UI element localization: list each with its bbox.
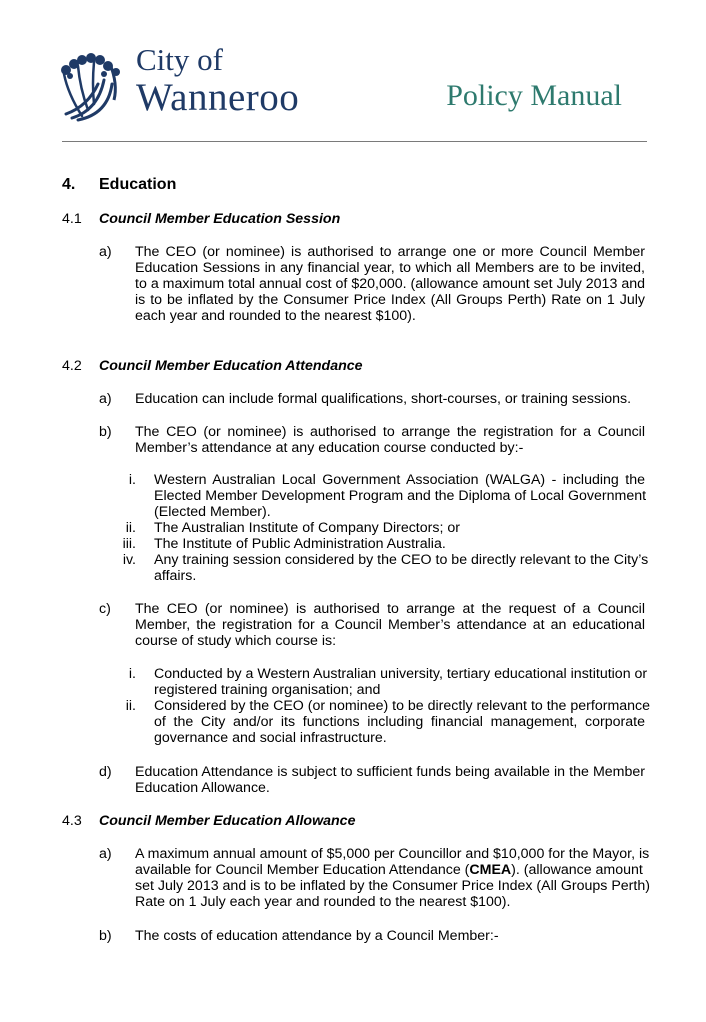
header-divider	[62, 141, 647, 142]
subitem-line: Western Australian Local Government Association (WALGA) - including the	[154, 472, 645, 488]
item-label: d)	[99, 764, 112, 780]
subitem-line: The Australian Institute of Company Directors; or	[154, 520, 460, 536]
subsection-4-2-number: 4.2	[62, 358, 82, 374]
subitem-line: Any training session considered by the CEO to be directly relevant to the City’s	[154, 552, 649, 568]
subsection-4-1-number: 4.1	[62, 211, 82, 227]
paragraph-line: Member’s attendance at any education course conducted by:-	[135, 440, 524, 456]
subitem-line: registered training organisation; and	[154, 682, 381, 698]
item-label: b)	[99, 424, 112, 440]
subitem-line: of the City and/or its functions including financial management, corporate	[154, 714, 645, 730]
item-label: a)	[99, 244, 112, 260]
subitem-line: Considered by the CEO (or nominee) to be directly relevant to the performance	[154, 698, 651, 714]
page-header	[0, 0, 706, 145]
paragraph-line: is to be inflated by the Consumer Price Index (All Groups Perth) Rate on 1 July	[135, 292, 645, 308]
subsection-4-3-title: Council Member Education Allowance	[99, 813, 356, 829]
paragraph-line: each year and rounded to the nearest $100).	[135, 308, 416, 324]
paragraph-line-cmea	[135, 862, 645, 878]
logo-city-of: City of	[136, 42, 223, 77]
item-label: b)	[99, 928, 112, 944]
section-number: 4.	[62, 176, 76, 193]
subitem-line: governance and social infrastructure.	[154, 730, 387, 746]
item-label: a)	[99, 391, 112, 407]
section-title: Education	[99, 176, 177, 193]
logo-wanneroo: Wanneroo	[136, 76, 300, 119]
paragraph-line: The CEO (or nominee) is authorised to arrange at the request of a Council	[135, 601, 645, 617]
subitem-label: iv.	[122, 552, 136, 568]
paragraph-line: Education Attendance is subject to sufficient funds being available in the Member	[135, 764, 645, 780]
subitem-label: ii.	[125, 698, 136, 714]
subsection-4-3-number: 4.3	[62, 813, 82, 829]
paragraph-line: The CEO (or nominee) is authorised to arrange one or more Council Member	[135, 244, 645, 260]
paragraph-line: A maximum annual amount of $5,000 per Councillor and $10,000 for the Mayor, is	[135, 846, 650, 862]
paragraph-line: Education Sessions in any financial year, to which all Members are to be invited,	[135, 260, 645, 276]
subitem-label: i.	[128, 472, 136, 488]
subitem-line: affairs.	[154, 568, 197, 584]
paragraph-line: set July 2013 and is to be inflated by the Consumer Price Index (All Groups Perth)	[135, 878, 650, 894]
subitem-label: i.	[128, 666, 136, 682]
paragraph-line: Member, the registration for a Council Member’s attendance at an educational	[135, 617, 645, 633]
paragraph-line: The CEO (or nominee) is authorised to arrange the registration for a Council	[135, 424, 645, 440]
paragraph-line: The costs of education attendance by a Council Member:-	[135, 928, 499, 944]
paragraph-line: to a maximum total annual cost of $20,000. (allowance amount set July 2013 and	[135, 276, 645, 292]
paragraph-line: course of study which course is:	[135, 633, 337, 649]
paragraph-line: Rate on 1 July each year and rounded to the nearest $100).	[135, 894, 511, 910]
subitem-label: ii.	[125, 520, 136, 536]
paragraph-line: Education can include formal qualifications, short-courses, or training sessions.	[135, 391, 632, 407]
subsection-4-2-title: Council Member Education Attendance	[99, 358, 363, 374]
city-logo-icon	[58, 44, 138, 122]
policy-manual-title: Policy Manual	[446, 79, 622, 112]
subitem-line: Elected Member Development Program and the Diploma of Local Government	[154, 488, 647, 504]
subsection-4-1-title: Council Member Education Session	[99, 211, 341, 227]
subitem-line: (Elected Member).	[154, 504, 271, 520]
item-label: a)	[99, 846, 112, 862]
item-label: c)	[99, 601, 111, 617]
paragraph-line: Education Allowance.	[135, 780, 270, 796]
cmea-abbrev: CMEA	[469, 862, 512, 878]
subitem-label: iii.	[122, 536, 136, 552]
subitem-line: Conducted by a Western Australian university, tertiary educational institution or	[154, 666, 648, 682]
cmea-line-start: available for Council Member Education Attendance (CMEA). (allowance amount	[135, 862, 643, 878]
subitem-line: The Institute of Public Administration Australia.	[154, 536, 446, 552]
